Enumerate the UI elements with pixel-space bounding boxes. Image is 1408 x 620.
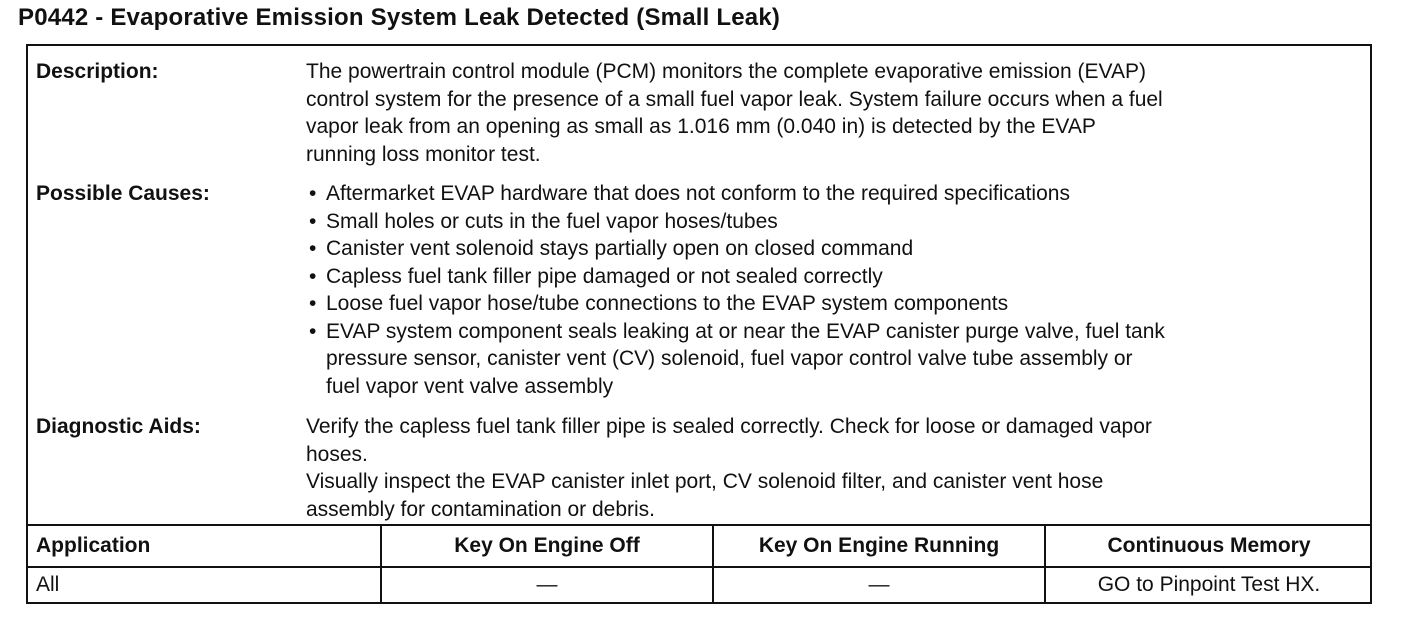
bullet-icon: • — [309, 319, 317, 343]
header-continuous-memory: Continuous Memory — [1044, 526, 1372, 566]
page-title: P0442 - Evaporative Emission System Leak Detected (Small Leak) — [18, 4, 781, 31]
list-item — [306, 235, 1366, 263]
description-label: Description: — [36, 60, 159, 83]
cause-text: EVAP system component seals leaking at or near the EVAP canister purge valve, fuel tank — [326, 319, 1165, 343]
list-item — [306, 263, 1366, 291]
description-line: running loss monitor test. — [306, 142, 541, 166]
cause-text: Aftermarket EVAP hardware that does not conform to the required specifications — [326, 182, 1070, 205]
diagnostic-aids-line: assembly for contamination or debris. — [306, 497, 655, 521]
cell-koer: — — [712, 566, 1044, 604]
description-line: control system for the presence of a small fuel vapor leak. System failure occurs when a fuel — [306, 87, 1163, 111]
header-application: Application — [36, 534, 151, 557]
possible-causes-label: Possible Causes: — [36, 182, 210, 205]
bullet-icon: • — [309, 182, 317, 205]
cause-text: Canister vent solenoid stays partially open on closed command — [326, 237, 914, 260]
header-koer: Key On Engine Running — [712, 526, 1044, 566]
cell-koeo: — — [380, 566, 712, 604]
table-header-row — [28, 526, 1370, 568]
diagnostic-aids-line: Visually inspect the EVAP canister inlet port, CV solenoid filter, and canister vent hose — [306, 470, 1104, 493]
list-item — [306, 180, 1366, 208]
diagnostic-aids-label: Diagnostic Aids: — [36, 415, 201, 438]
bullet-icon: • — [309, 264, 317, 288]
table-row — [28, 566, 1370, 604]
list-item — [306, 208, 1366, 236]
diagnostic-aids-text — [306, 413, 1366, 523]
dtc-document — [26, 44, 1372, 604]
cause-text: Small holes or cuts in the fuel vapor hoses/tubes — [326, 209, 778, 233]
bullet-icon: • — [309, 292, 317, 315]
list-item — [306, 318, 1366, 401]
application-table — [28, 524, 1370, 606]
cell-continuous-memory: GO to Pinpoint Test HX. — [1044, 566, 1372, 604]
description-line: vapor leak from an opening as small as 1.016 mm (0.040 in) is detected by the EVAP — [306, 115, 1096, 138]
diagnostic-aids-line: Verify the capless fuel tank filler pipe is sealed correctly. Check for loose or damaged vapor — [306, 415, 1152, 438]
description-text — [306, 58, 1366, 168]
possible-causes-list — [306, 180, 1366, 400]
cause-text: pressure sensor, canister vent (CV) solenoid, fuel vapor control valve tube assembly or — [326, 347, 1133, 370]
cause-text: Loose fuel vapor hose/tube connections to the EVAP system components — [326, 292, 1009, 315]
cause-text: fuel vapor vent valve assembly — [326, 374, 614, 398]
bullet-icon: • — [309, 237, 317, 260]
cause-text: Capless fuel tank filler pipe damaged or not sealed correctly — [326, 264, 883, 288]
bullet-icon: • — [309, 209, 317, 233]
cell-application: All — [36, 573, 60, 596]
list-item — [306, 290, 1366, 318]
diagnostic-aids-line: hoses. — [306, 442, 368, 466]
header-koeo: Key On Engine Off — [380, 526, 712, 566]
description-line: The powertrain control module (PCM) monitors the complete evaporative emission (EVAP) — [306, 60, 1146, 83]
